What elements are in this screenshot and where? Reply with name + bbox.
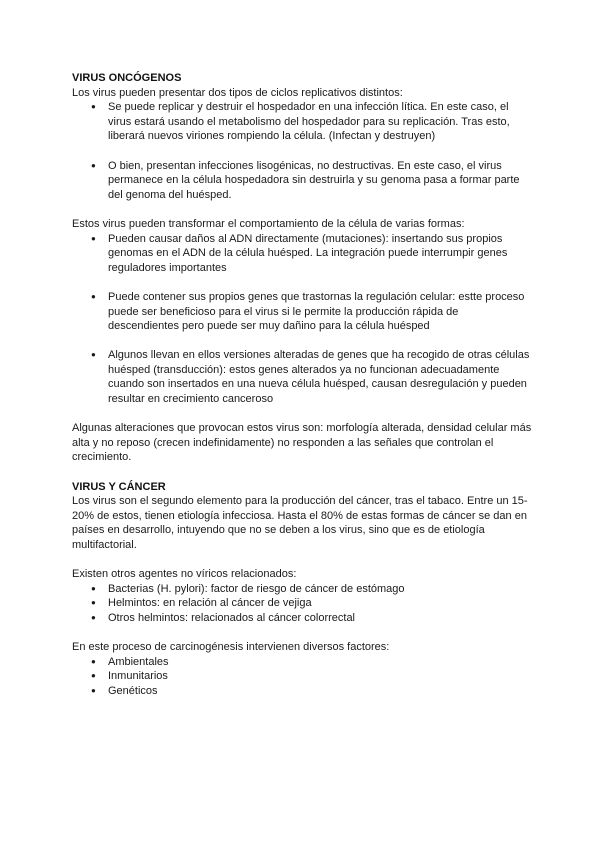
list-item: ● Genéticos <box>72 684 532 699</box>
section-title-virus-oncogenos: VIRUS ONCÓGENOS <box>72 72 182 84</box>
paragraph-cancer-intro: Los virus son el segundo elemento para la producción del cáncer, tras el tabaco. Entre un 15-20% de estos, tienen etiología infecciosa. Hasta el 80% de estas formas de cáncer se dan en países en desarrollo, intuyendo que no se deben a los virus, sino que es de etiología multifactorial. <box>72 495 528 551</box>
list-item: ● Se puede replicar y destruir el hospedador en una infección lítica. En este caso, el virus estará usando el metabolismo del hospedador para su replicación. Tras esto, liberará nuevos viriones rompiendo la célula. (Infectan y destruyen) <box>72 100 532 144</box>
section-title-virus-y-cancer: VIRUS Y CÁNCER <box>72 480 166 493</box>
paragraph-agents-intro: Existen otros agentes no víricos relacionados: <box>72 568 297 581</box>
paragraph-cycles-intro: Los virus pueden presentar dos tipos de ciclos replicativos distintos: <box>72 86 403 99</box>
list-replicative-cycles <box>72 100 532 202</box>
list-item: ● Pueden causar daños al ADN directamente (mutaciones): insertando sus propios genomas en el ADN de la célula huésped. La integración puede interrumpir genes reguladores importantes <box>72 232 532 276</box>
list-item: ● Ambientales <box>72 655 532 670</box>
list-carcinogenesis-factors <box>72 655 532 699</box>
paragraph-alterations: Algunas alteraciones que provocan estos virus son: morfología alterada, densidad celular más alta y no reposo (crecen indefinidamente) no responden a las señales que controlan el crecimiento. <box>72 422 532 464</box>
document-body <box>72 71 532 699</box>
spacer <box>72 465 532 480</box>
spacer <box>72 626 532 641</box>
list-item: ● Otros helmintos: relacionados al cáncer colorrectal <box>72 611 532 626</box>
list-item: ● Bacterias (H. pylori): factor de riesgo de cáncer de estómago <box>72 582 532 597</box>
paragraph-transform-intro: Estos virus pueden transformar el comportamiento de la célula de varias formas: <box>72 217 465 230</box>
spacer <box>72 202 532 217</box>
list-non-viral-agents <box>72 582 532 626</box>
list-item: ● Helmintos: en relación al cáncer de vejiga <box>72 596 532 611</box>
list-item: ● Inmunitarios <box>72 669 532 684</box>
list-item: ● Algunos llevan en ellos versiones alteradas de genes que ha recogido de otras células huésped (transducción): estos genes alterados ya no funcionan adecuadamente cuando son insertados en una nueva célula huésped, causan desregulación y pueden resultar en crecimiento canceroso <box>72 348 532 406</box>
list-item: ● Puede contener sus propios genes que trastornas la regulación celular: estte proceso puede ser beneficioso para el virus si le permite la producción rápida de descendientes pero puede ser muy dañino para la célula huésped <box>72 290 532 334</box>
spacer <box>72 553 532 568</box>
list-item: ● O bien, presentan infecciones lisogénicas, no destructivas. En este caso, el virus permanece en la célula hospedadora sin destruirla y su genoma pasa a formar parte del genoma del huésped. <box>72 159 532 203</box>
spacer <box>72 407 532 422</box>
paragraph-factors-intro: En este proceso de carcinogénesis intervienen diversos factores: <box>72 641 390 654</box>
list-transform-ways <box>72 232 532 407</box>
